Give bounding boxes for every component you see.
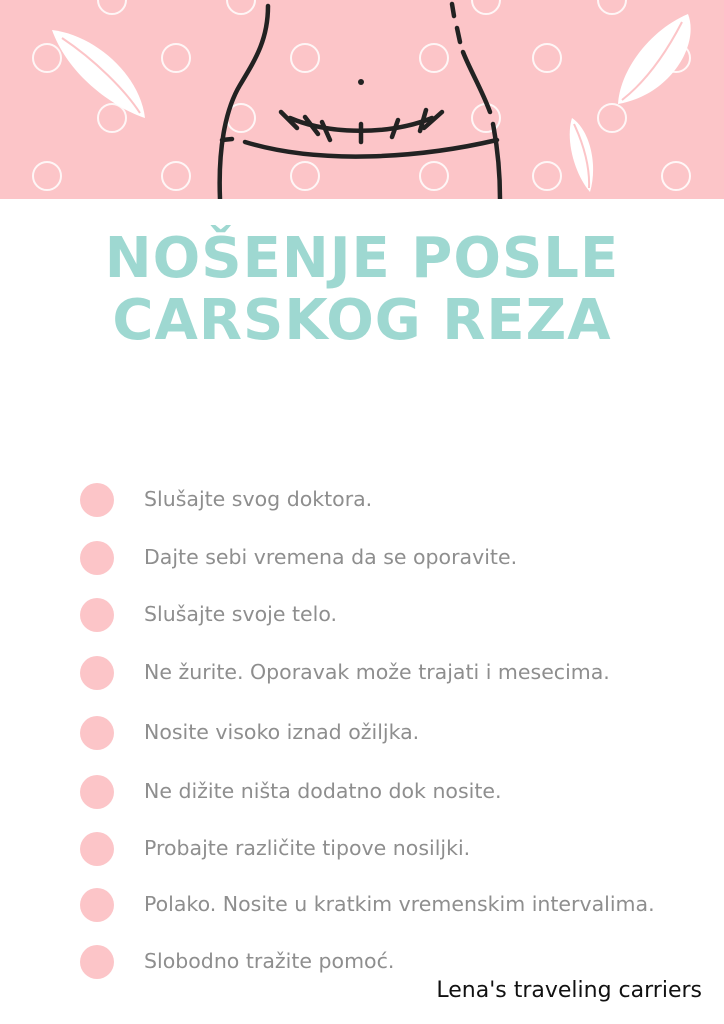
- tip-text: Slobodno tražite pomoć.: [144, 949, 395, 973]
- bullet-dot-icon: [80, 888, 114, 922]
- list-item: [80, 541, 720, 577]
- title-line-2: CARSKOG REZA: [112, 288, 612, 353]
- tip-text: Polako. Nosite u kratkim vremenskim intervalima.: [144, 892, 655, 916]
- list-item: [80, 656, 720, 692]
- list-item: [80, 888, 720, 924]
- tip-text: Slušajte svoje telo.: [144, 602, 338, 626]
- list-item: [80, 945, 720, 981]
- list-item: [80, 832, 720, 868]
- bullet-dot-icon: [80, 656, 114, 690]
- bullet-dot-icon: [80, 832, 114, 866]
- tip-text: Ne dižite ništa dodatno dok nosite.: [144, 779, 502, 803]
- tip-text: Nosite visoko iznad ožiljka.: [144, 720, 420, 744]
- bullet-dot-icon: [80, 945, 114, 979]
- tip-text: Slušajte svog doktora.: [144, 487, 373, 511]
- list-item: [80, 716, 720, 752]
- tip-text: Ne žurite. Oporavak može trajati i mesecima.: [144, 660, 610, 684]
- bullet-dot-icon: [80, 716, 114, 750]
- list-item: [80, 598, 720, 634]
- bullet-dot-icon: [80, 483, 114, 517]
- list-item: [80, 483, 720, 519]
- tip-text: Probajte različite tipove nosiljki.: [144, 836, 471, 860]
- title-line-1: NOŠENJE POSLE: [104, 226, 620, 291]
- bullet-dot-icon: [80, 598, 114, 632]
- brand-signature: Lena's traveling carriers: [436, 978, 702, 1003]
- list-item: [80, 775, 720, 811]
- bullet-dot-icon: [80, 541, 114, 575]
- tip-text: Dajte sebi vremena da se oporavite.: [144, 545, 518, 569]
- bullet-dot-icon: [80, 775, 114, 809]
